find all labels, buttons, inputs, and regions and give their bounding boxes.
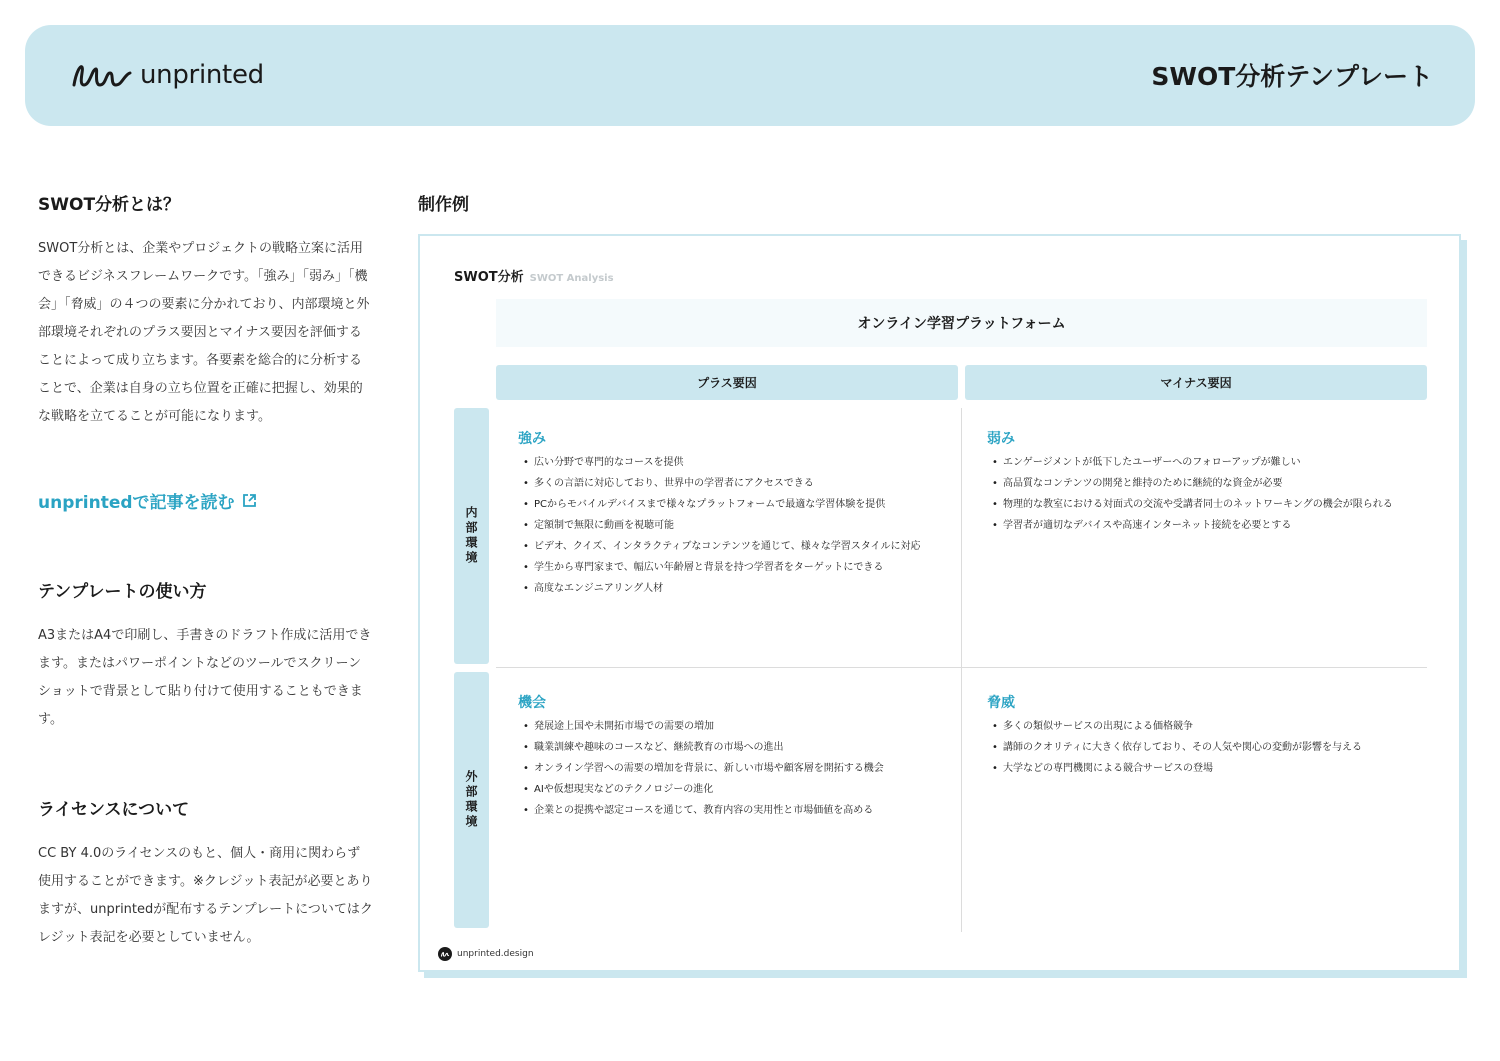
strengths-title: 強み: [518, 431, 546, 447]
intro-section: [38, 190, 373, 431]
external-link-icon: [241, 492, 258, 509]
list-item: • 大学などの専門機関による競合サービスの登場: [987, 762, 1407, 776]
row-header-external-label: 外部環境: [464, 770, 478, 830]
usage-body: A3またはA4で印刷し、手書きのドラフト作成に活用できます。またはパワーポイントなどのツールでスクリーンショットで背景として貼り付けて使用することもできます。: [38, 628, 372, 727]
weaknesses-list: [987, 456, 1407, 533]
strengths-list: [518, 456, 938, 596]
threats-title: 脅威: [987, 695, 1015, 711]
threats-list: [987, 720, 1407, 776]
read-article-label: unprintedで記事を読む: [38, 493, 235, 513]
list-item: • オンライン学習への需要の増加を背景に、新しい市場や顧客層を開拓する機会: [518, 762, 938, 776]
list-item: • ビデオ、クイズ、インタラクティブなコンテンツを通じて、様々な学習スタイルに対応: [518, 540, 938, 554]
usage-heading: テンプレートの使い方: [38, 582, 207, 602]
usage-section: [38, 577, 373, 734]
grid-divider-horizontal: [496, 667, 1427, 668]
opportunities-list: [518, 720, 938, 818]
list-item: • 多くの類似サービスの出現による価格競争: [987, 720, 1407, 734]
list-item: • AIや仮想現実などのテクノロジーの進化: [518, 783, 938, 797]
brand-logo[interactable]: [70, 55, 264, 95]
column-header-minus: マイナス要因: [965, 365, 1427, 400]
example-label: 制作例: [418, 195, 469, 215]
license-heading: ライセンスについて: [38, 800, 190, 820]
list-item: • 学習者が適切なデバイスや高速インターネット接続を必要とする: [987, 519, 1407, 533]
grid-divider-vertical: [961, 408, 962, 932]
threats-quadrant: [987, 692, 1407, 783]
list-item: • 多くの言語に対応しており、世界中の学習者にアクセスできる: [518, 477, 938, 491]
unprinted-logo-icon: [70, 55, 134, 95]
column-header-plus: プラス要因: [496, 365, 958, 400]
list-item: • 職業訓練や趣味のコースなど、継続教育の市場への進出: [518, 741, 938, 755]
list-item: • 学生から専門家まで、幅広い年齢層と背景を持つ学習者をターゲットにできる: [518, 561, 938, 575]
list-item: • 高度なエンジニアリング人材: [518, 582, 938, 596]
read-article-link[interactable]: [38, 488, 258, 513]
row-header-internal: [454, 408, 489, 664]
list-item: • 講師のクオリティに大きく依存しており、その人気や関心の変動が影響を与える: [987, 741, 1407, 755]
weaknesses-title: 弱み: [987, 431, 1015, 447]
list-item: • 物理的な教室における対面式の交流や受講者同士のネットワーキングの機会が限られる: [987, 498, 1407, 512]
opportunities-title: 機会: [518, 695, 546, 711]
list-item: • 定額制で無限に動画を視聴可能: [518, 519, 938, 533]
opportunities-quadrant: [518, 692, 938, 825]
license-body: CC BY 4.0のライセンスのもと、個人・商用に関わらず使用することができます。※クレジット表記が必要とありますが、unprintedが配布するテンプレートについてはクレジット表記を必要としていません。: [38, 846, 373, 945]
license-section: [38, 795, 373, 952]
sheet-title-text: SWOT分析: [454, 270, 524, 285]
sheet-subtitle: SWOT Analysis: [529, 273, 614, 284]
list-item: • 高品質なコンテンツの開発と維持のために継続的な資金が必要: [987, 477, 1407, 491]
page-title: SWOT分析テンプレート: [1151, 62, 1433, 91]
list-item: • 広い分野で専門的なコースを提供: [518, 456, 938, 470]
list-item: • 発展途上国や未開拓市場での需要の増加: [518, 720, 938, 734]
brand-name: unprinted: [140, 60, 264, 90]
intro-heading: SWOT分析とは？: [38, 195, 181, 215]
intro-body: SWOT分析とは、企業やプロジェクトの戦略立案に活用できるビジネスフレームワークです。「強み」「弱み」「機会」「脅威」の４つの要素に分かれており、内部環境と外部環境それぞれのプラス要因とマイナス要因を評価することによって成り立ちます。各要素を総合的に分析することで、企業は自身の立ち位置を正確に把握し、効果的な戦略を立てることが可能になります。: [38, 241, 370, 424]
list-item: • 企業との提携や認定コースを通じて、教育内容の実用性と市場価値を高める: [518, 804, 938, 818]
weaknesses-quadrant: [987, 428, 1407, 540]
theme-box: オンライン学習プラットフォーム: [496, 299, 1427, 347]
row-header-external: [454, 672, 489, 928]
sheet-title: [454, 266, 614, 285]
list-item: • エンゲージメントが低下したユーザーへのフォローアップが難しい: [987, 456, 1407, 470]
list-item: • PCからモバイルデバイスまで様々なプラットフォームで最適な学習体験を提供: [518, 498, 938, 512]
strengths-quadrant: [518, 428, 938, 603]
page-header: [25, 25, 1475, 126]
footer-text: unprinted.design: [457, 949, 534, 959]
swot-sheet: [418, 234, 1461, 972]
row-header-internal-label: 内部環境: [464, 506, 478, 566]
sheet-footer: [438, 947, 534, 961]
footer-logo-icon: [438, 947, 452, 961]
